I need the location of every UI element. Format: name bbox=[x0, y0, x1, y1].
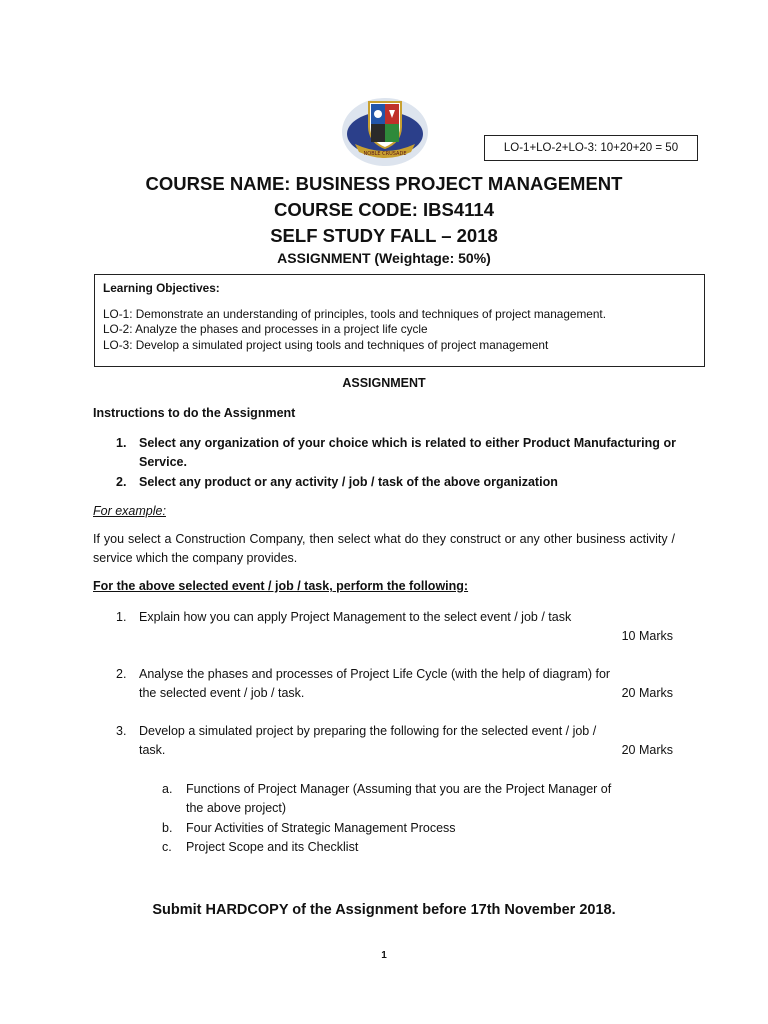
task-marks: 20 Marks bbox=[621, 686, 673, 700]
task-number: 1. bbox=[116, 610, 127, 624]
instructions-heading: Instructions to do the Assignment bbox=[93, 406, 296, 420]
page-number: 1 bbox=[381, 950, 387, 961]
example-text: If you select a Construction Company, then select what do they construct or any other business activity / service which the company provides. bbox=[93, 532, 675, 565]
task-text-line1: Develop a simulated project by preparing the following for the selected event / job / bbox=[139, 724, 597, 738]
subtask-letter: c. bbox=[162, 840, 172, 854]
subtask-c bbox=[162, 838, 676, 857]
svg-text:NOBLE CRUSADE: NOBLE CRUSADE bbox=[363, 151, 407, 157]
task-item-1 bbox=[116, 608, 673, 646]
task-text-line2: the selected event / job / task. bbox=[139, 686, 305, 700]
subtask-text: Four Activities of Strategic Management Process bbox=[186, 821, 456, 835]
instruction-number: 1. bbox=[116, 436, 127, 450]
instruction-item-1 bbox=[116, 434, 676, 472]
college-logo bbox=[341, 96, 429, 168]
objective-lo1: LO-1: Demonstrate an understanding of principles, tools and techniques of project management. bbox=[103, 306, 606, 321]
subtask-letter: b. bbox=[162, 821, 173, 835]
task-number: 2. bbox=[116, 667, 127, 681]
assignment-heading: ASSIGNMENT bbox=[342, 376, 426, 390]
task-text-line1: Analyse the phases and processes of Project Life Cycle (with the help of diagram) for bbox=[139, 667, 611, 681]
subtask-text-line1: Functions of Project Manager (Assuming that you are the Project Manager of bbox=[186, 782, 612, 796]
task-marks: 20 Marks bbox=[621, 743, 673, 757]
course-name: COURSE NAME: BUSINESS PROJECT MANAGEMENT bbox=[145, 173, 623, 194]
subtask-a bbox=[162, 780, 676, 818]
subtask-b bbox=[162, 819, 676, 838]
task-item-3 bbox=[116, 722, 673, 760]
task-item-2 bbox=[116, 665, 673, 703]
objective-lo2: LO-2: Analyze the phases and processes in a project life cycle bbox=[103, 322, 428, 336]
task-text: Explain how you can apply Project Management to the select event / job / task bbox=[139, 610, 572, 624]
task-heading: For the above selected event / job / task, perform the following: bbox=[93, 579, 469, 593]
submission-note: Submit HARDCOPY of the Assignment before 17th November 2018. bbox=[152, 902, 616, 918]
objective-lo3: LO-3: Develop a simulated project using tools and techniques of project management bbox=[103, 337, 549, 352]
subtask-text: Project Scope and its Checklist bbox=[186, 840, 359, 854]
learning-objectives-box bbox=[94, 274, 705, 367]
subtask-text-line2: the above project) bbox=[186, 801, 287, 815]
lo-marks-summary: LO-1+LO-2+LO-3: 10+20+20 = 50 bbox=[484, 135, 698, 161]
session-title: SELF STUDY FALL – 2018 bbox=[270, 225, 498, 246]
instruction-text: Select any organization of your choice which is related to either Product Manufacturing or Service. bbox=[139, 436, 676, 469]
course-code: COURSE CODE: IBS4114 bbox=[273, 199, 494, 220]
task-number: 3. bbox=[116, 724, 127, 738]
assignment-weightage: ASSIGNMENT (Weightage: 50%) bbox=[277, 250, 491, 266]
task-text-line2: task. bbox=[139, 743, 166, 757]
instruction-item-2 bbox=[116, 473, 676, 492]
learning-objectives-heading: Learning Objectives: bbox=[103, 281, 220, 295]
instruction-number: 2. bbox=[116, 475, 127, 489]
example-label: For example: bbox=[93, 504, 166, 518]
subtask-letter: a. bbox=[162, 782, 173, 796]
task-marks: 10 Marks bbox=[621, 629, 673, 643]
instruction-text: Select any product or any activity / job / task of the above organization bbox=[139, 475, 558, 489]
